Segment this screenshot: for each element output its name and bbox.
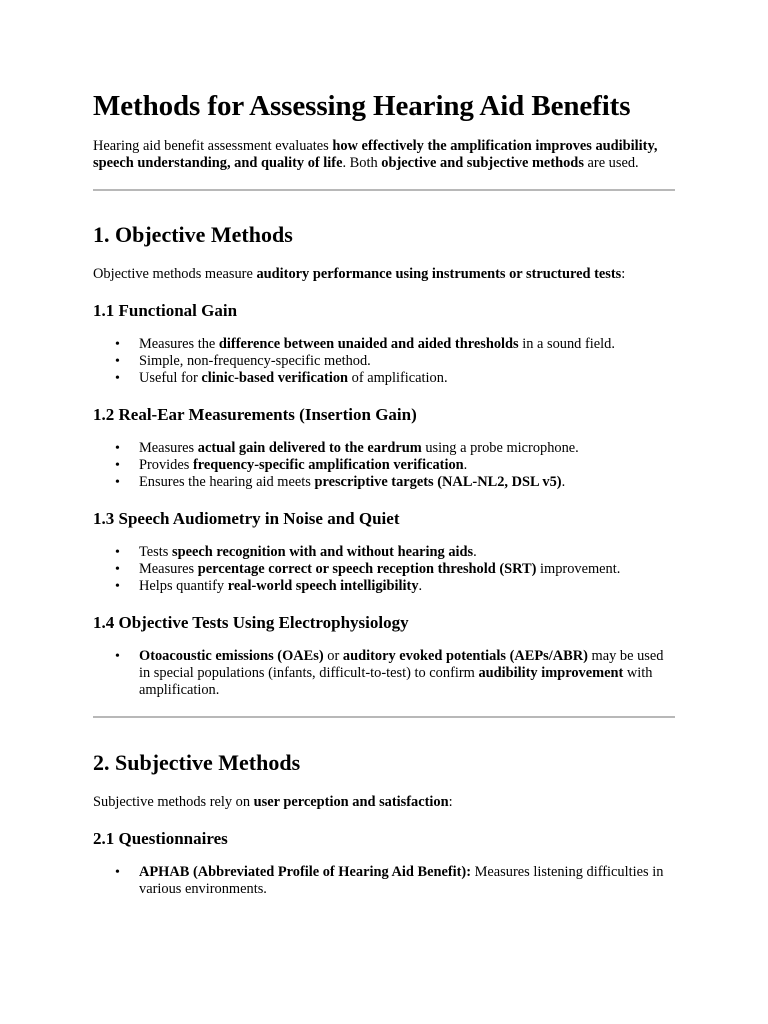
item-text: . <box>561 474 566 490</box>
item-text: Measures <box>139 440 198 456</box>
item-text: . <box>418 578 423 594</box>
item-text: or <box>323 648 343 664</box>
item-bold: frequency-specific amplification verification <box>192 457 464 473</box>
list-item <box>139 440 678 457</box>
item-bold: difference between unaided and aided thresholds <box>218 336 519 352</box>
list-item <box>139 474 678 491</box>
section-intro-subjective <box>93 794 678 811</box>
item-bold: APHAB (Abbreviated Profile of Hearing Aid Benefit): <box>139 864 472 880</box>
item-bold: auditory evoked potentials (AEPs/ABR) <box>342 648 588 664</box>
section-intro-bold: auditory performance using instruments or structured tests <box>256 266 622 282</box>
list-item <box>139 864 678 898</box>
item-bold: clinic-based verification <box>201 370 349 386</box>
list-item <box>139 648 678 699</box>
intro-text-2: . Both <box>342 155 382 171</box>
list-item <box>139 578 678 595</box>
section-intro-text: Objective methods measure <box>93 266 257 282</box>
item-text: Provides <box>139 457 193 473</box>
item-text: Ensures the hearing aid meets <box>139 474 315 490</box>
item-bold: speech recognition with and without hearing aids <box>171 544 474 560</box>
section-intro-objective <box>93 266 678 283</box>
subsection-heading-real-ear: 1.2 Real-Ear Measurements (Insertion Gain) <box>93 405 417 424</box>
item-text: . <box>473 544 477 560</box>
list-item <box>139 336 678 353</box>
item-text: using a probe microphone. <box>421 440 579 456</box>
subsection-heading-electrophysiology: 1.4 Objective Tests Using Electrophysiology <box>93 613 409 632</box>
item-text: in a sound field. <box>518 336 615 352</box>
section-divider <box>93 189 675 191</box>
item-text: may be used in special populations (infants, difficult-to-test) to confirm <box>139 648 664 681</box>
list-item <box>139 457 678 474</box>
item-bold: Otoacoustic emissions (OAEs) <box>139 648 324 664</box>
item-bold: prescriptive targets (NAL-NL2, DSL v5) <box>314 474 562 490</box>
item-text: of amplification. <box>348 370 448 386</box>
section-intro-text: : <box>448 794 453 810</box>
intro-paragraph <box>93 138 678 172</box>
item-bold: percentage correct or speech reception threshold (SRT) <box>197 561 537 577</box>
section-divider <box>93 716 675 718</box>
list-item <box>139 544 678 561</box>
intro-bold-2: objective and subjective methods <box>381 155 584 171</box>
item-text: with amplification. <box>139 665 653 698</box>
document-body <box>93 86 678 898</box>
item-bold: real-world speech intelligibility <box>227 578 419 594</box>
list-item <box>139 353 678 370</box>
intro-text-1: Hearing aid benefit assessment evaluates <box>93 138 333 154</box>
bullet-list <box>93 336 678 387</box>
item-text: Simple, non-frequency-specific method. <box>139 353 371 369</box>
section-intro-bold: user perception and satisfaction <box>253 794 449 810</box>
section-heading-objective: 1. Objective Methods <box>93 222 293 247</box>
item-text: improvement. <box>536 561 621 577</box>
item-text: . <box>463 457 468 473</box>
bullet-list <box>93 544 678 595</box>
subsection-heading-speech-audiometry: 1.3 Speech Audiometry in Noise and Quiet <box>93 509 400 528</box>
item-bold: audibility improvement <box>478 665 624 681</box>
list-item <box>139 561 678 578</box>
intro-bold-1: how effectively the amplification improves audibility, speech understanding, and quality of life <box>93 138 658 171</box>
bullet-list <box>93 648 678 699</box>
intro-text-3: are used. <box>583 155 639 171</box>
section-intro-text: Subjective methods rely on <box>93 794 254 810</box>
item-text: Measures listening difficulties in various environments. <box>139 864 664 897</box>
list-item <box>139 370 678 387</box>
item-text: Measures the <box>139 336 219 352</box>
bullet-list <box>93 440 678 491</box>
item-text: Tests <box>139 544 172 560</box>
item-text: Helps quantify <box>139 578 228 594</box>
item-text: Useful for <box>139 370 202 386</box>
item-text: Measures <box>139 561 198 577</box>
bullet-list <box>93 864 678 898</box>
page-title: Methods for Assessing Hearing Aid Benefits <box>93 90 631 122</box>
section-heading-subjective: 2. Subjective Methods <box>93 750 301 775</box>
section-intro-text: : <box>621 266 626 282</box>
subsection-heading-functional-gain: 1.1 Functional Gain <box>93 301 238 320</box>
item-bold: actual gain delivered to the eardrum <box>197 440 422 456</box>
subsection-heading-questionnaires: 2.1 Questionnaires <box>93 829 228 848</box>
